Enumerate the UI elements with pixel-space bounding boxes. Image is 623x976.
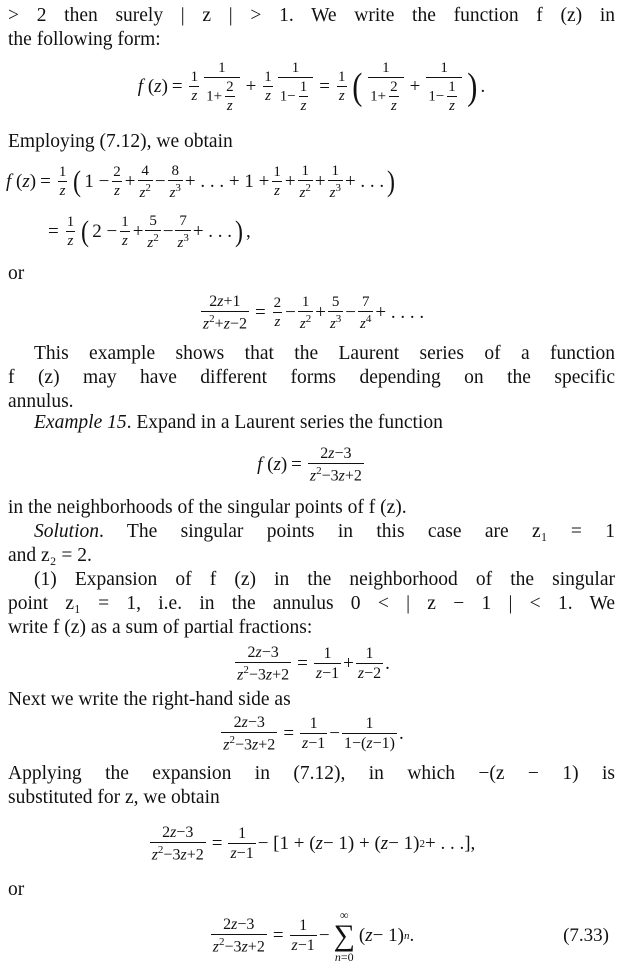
- equation-fz-sum: = $\frac{1}{z}$ ( 2 − $\frac{1}{z}$ + $\frac{5}{z^2}$ − $\frac{7}{z^3}$ + . . . ) ,: [48, 212, 251, 251]
- text-line-6: f (z) may have different forms depending on the specific: [8, 367, 615, 388]
- equation-7-33: $\frac{2z-3}{z^2-3z+2}$ = $\frac{1}{z-1}$ − ∞ ∑ n=0 ( z − 1) n . (7.33): [212, 908, 609, 964]
- text-line-5: This example shows that the Laurent series of a function: [34, 343, 615, 364]
- text-line-12: (1) Expansion of f (z) in the neighborhood of the singular: [34, 569, 615, 590]
- text-line-1: > 2 then surely | z | > 1. We write the function f (z) in: [8, 5, 615, 26]
- example-label: Example 15: [34, 412, 127, 433]
- equation-partial-fractions: $\frac{2z-3}{z^2-3z+2}$ = $\frac{1}{z-1}$ + $\frac{1}{z-2}$ .: [237, 643, 390, 684]
- text-line-9: in the neighborhoods of the singular points of f (z).: [8, 497, 407, 518]
- text-line-15: Next we write the right-hand side as: [8, 689, 291, 710]
- text-line-7: annulus.: [8, 391, 74, 412]
- solution-label: Solution: [34, 521, 100, 542]
- equation-expansion-brackets: $\frac{2z-3}{z^2-3z+2}$ = $\frac{1}{z-1}$ − [1 + ( z − 1) + ( z − 1) 2 + . . .],: [151, 823, 476, 864]
- text-line-18: or: [8, 879, 25, 900]
- text-line-11: and z₂ = 2.: [8, 545, 92, 566]
- text-line-14: write f (z) as a sum of partial fractions:: [8, 617, 313, 638]
- text-line-4: or: [8, 263, 25, 284]
- equation-number: (7.33): [563, 925, 609, 946]
- text-line-16: Applying the expansion in (7.12), in which −(z − 1) is: [8, 763, 615, 784]
- example-text: . Expand in a Laurent series the function: [126, 412, 443, 433]
- equation-right-hand-side: $\frac{2z-3}{z^2-3z+2}$ = $\frac{1}{z-1}$ − $\frac{1}{1-(z-1)}$ .: [223, 713, 404, 754]
- text-line-10: [34, 520, 615, 544]
- solution-text: . The singular points in this case are z₁ = 1: [99, 521, 615, 542]
- text-line-13: point z₁ = 1, i.e. in the annulus 0 < | z − 1 | < 1. We: [8, 593, 615, 614]
- equation-example-15: f ( z ) = $\frac{2z-3}{z^2-3z+2}$: [257, 444, 362, 485]
- equation-fz-expansion: f ( z ) = $\frac{1}{z}$ ( 1 − $\frac{2}{z}$ + $\frac{4}{z^2}$ − $\frac{8}{z^3}$ + . . . + 1 + $\frac{1}{z}$ + $\frac{1}{z^2}$ + $\frac{1}{z^3}$ + . . . ): [6, 162, 396, 201]
- text-line-3: Employing (7.12), we obtain: [8, 131, 233, 152]
- equation-laurent-result: $\frac{2z+1}{z^2+z-2}$ = $\frac{2}{z}$ − $\frac{1}{z^2}$ + $\frac{5}{z^3}$ − $\frac{7}{z^4}$ + . . . .: [202, 292, 425, 333]
- text-line-2: the following form:: [8, 29, 161, 50]
- equation-fz-split: f ( z ) = $\frac{1}{z}$ 1 1+ $\frac{2}{z}$ + $\frac{1}{z}$ 1 1− $\frac{1}{z}$ = $\frac{1}{z}$ ( 1 1+ $\frac{2}{z}$ + 1 1− $\frac{1}{z}$ ) .: [137, 59, 486, 114]
- text-line-8: [34, 411, 615, 435]
- text-line-17: substituted for z, we obtain: [8, 787, 220, 808]
